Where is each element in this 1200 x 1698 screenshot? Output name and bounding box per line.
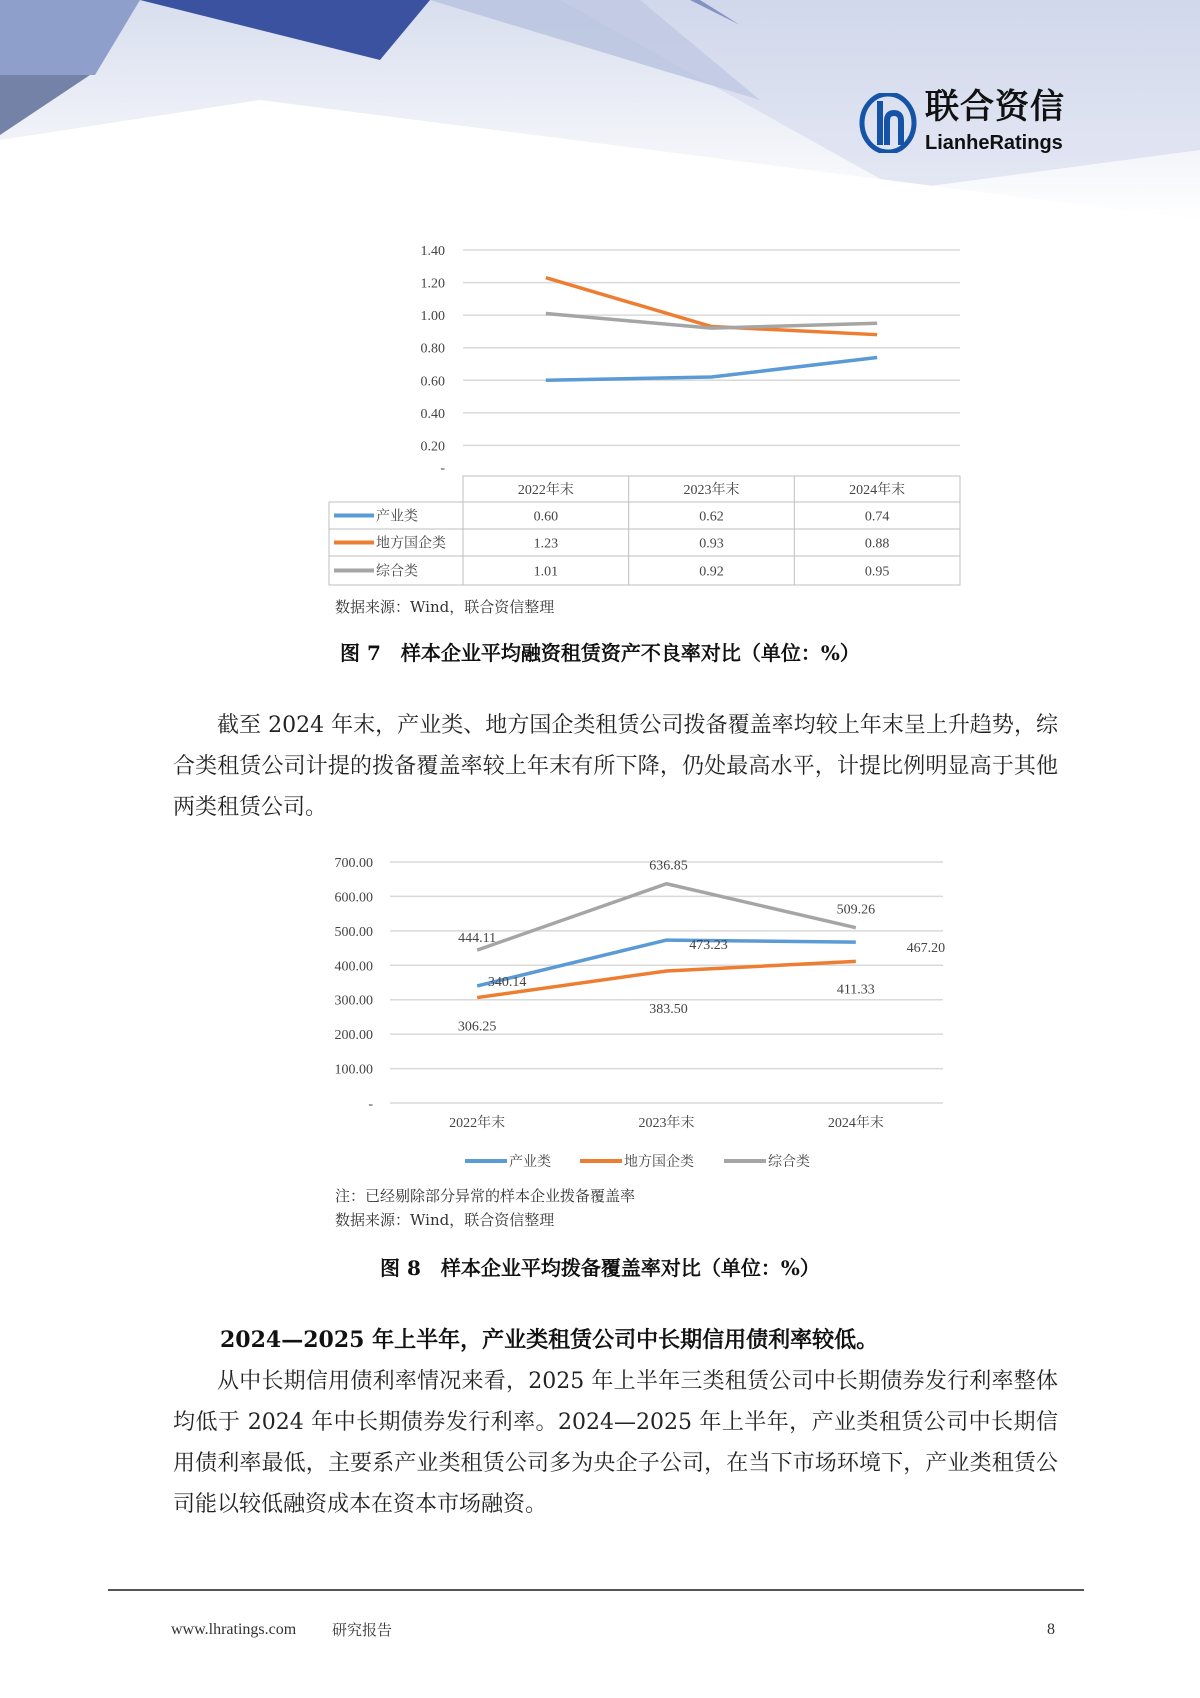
table-cell: 0.92 (699, 564, 724, 580)
y-tick-label: 500.00 (334, 924, 373, 940)
fig7-source: 数据来源：Wind，联合资信整理 (335, 598, 555, 616)
data-label: 383.50 (649, 1001, 688, 1017)
data-label: 340.14 (487, 974, 527, 990)
table-cell: 0.93 (699, 536, 724, 552)
page-number: 8 (1047, 1621, 1055, 1638)
paragraph-bond-rates (173, 1361, 1058, 1525)
footer-divider (108, 1589, 1084, 1591)
data-label: 411.33 (836, 982, 875, 998)
y-tick-label: 1.00 (420, 309, 445, 325)
x-tick-label: 2022年末 (449, 1116, 506, 1131)
y-tick-label: 0.60 (420, 374, 445, 390)
chart-provision-coverage (0, 840, 1200, 1180)
footer-label: 研究报告 (332, 1621, 393, 1639)
fig7-caption: 图 7 样本企业平均融资租赁资产不良率对比（单位：%） (340, 641, 860, 665)
data-label: 509.26 (836, 902, 876, 918)
series-line-0 (546, 357, 877, 380)
x-tick-label: 2023年末 (638, 1116, 695, 1131)
table-cell: 0.95 (864, 564, 890, 580)
table-cell: 0.62 (699, 509, 724, 525)
paragraph-provision-coverage (173, 705, 1058, 828)
section-heading: 2024—2025 年上半年，产业类租赁公司中长期信用债利率较低。 (220, 1327, 879, 1353)
table-row-label: 综合类 (376, 564, 418, 580)
table-cell: 0.74 (864, 509, 890, 525)
fig8-caption: 图 8 样本企业平均拨备覆盖率对比（单位：%） (380, 1256, 820, 1280)
y-tick-label: 600.00 (334, 890, 373, 906)
legend-label: 产业类 (509, 1155, 551, 1170)
legend-label: 综合类 (768, 1155, 810, 1170)
y-tick-label: 300.00 (334, 993, 373, 1009)
table-row-label: 地方国企类 (376, 536, 446, 552)
fig8-note: 注：已经剔除部分异常的样本企业拨备覆盖率 (335, 1187, 636, 1205)
data-label: 306.25 (457, 1019, 497, 1035)
y-tick-label: 700.00 (334, 856, 373, 871)
y-tick-label: 0.40 (420, 406, 445, 422)
paragraph-text: 从中长期信用债利率情况来看，2025 年上半年三类租赁公司中长期债券发行利率整体均低于 2024 年中长期债券发行利率。2024—2025 年上半年，产业类租赁公司中长期信用债利率最低，主要系产业类租赁公司多为央企子公司，在当下市场环境下，产业类租赁公司能以较低融资成本在资本市场融资。 (173, 1369, 1058, 1517)
y-tick-label: 1.40 (420, 244, 445, 259)
table-cell: 0.60 (533, 509, 559, 525)
table-header-cell: 2024年末 (849, 483, 906, 498)
data-label: 444.11 (458, 931, 497, 947)
x-tick-label: 2024年末 (827, 1116, 884, 1131)
y-tick-label: 200.00 (334, 1028, 373, 1044)
table-header-cell: 2022年末 (517, 483, 574, 498)
y-tick-label: 1.20 (420, 276, 445, 292)
table-cell: 0.88 (864, 536, 890, 552)
fig8-source: 数据来源：Wind，联合资信整理 (335, 1211, 555, 1229)
y-tick-label: 0.80 (420, 341, 445, 357)
data-label: 473.23 (689, 938, 728, 954)
data-label: 467.20 (906, 941, 946, 957)
lianhe-logo (858, 93, 918, 157)
y-tick-label: - (368, 1097, 373, 1112)
table-cell: 1.01 (533, 564, 559, 580)
y-tick-label: 400.00 (334, 959, 373, 975)
table-header-cell: 2023年末 (683, 483, 740, 498)
logo-text-en: LianheRatings (925, 132, 1063, 154)
logo-text-cn: 联合资信 (925, 87, 1065, 127)
table-cell: 1.23 (533, 536, 559, 552)
series-line-1 (477, 961, 856, 997)
chart-npl-ratio (0, 230, 1200, 590)
logo-mark-icon (858, 93, 918, 153)
y-tick-label: - (440, 461, 445, 476)
y-tick-label: 0.20 (420, 439, 445, 455)
table-row-label: 产业类 (376, 509, 418, 525)
paragraph-text: 截至 2024 年末，产业类、地方国企类租赁公司拨备覆盖率均较上年末呈上升趋势，综合类租赁公司计提的拨备覆盖率较上年末有所下降，仍处最高水平，计提比例明显高于其他两类租赁公司。 (173, 713, 1058, 820)
y-tick-label: 100.00 (334, 1062, 373, 1078)
data-label: 636.85 (649, 858, 688, 874)
footer-website[interactable]: www.lhratings.com (171, 1621, 297, 1638)
legend-label: 地方国企类 (624, 1155, 694, 1170)
